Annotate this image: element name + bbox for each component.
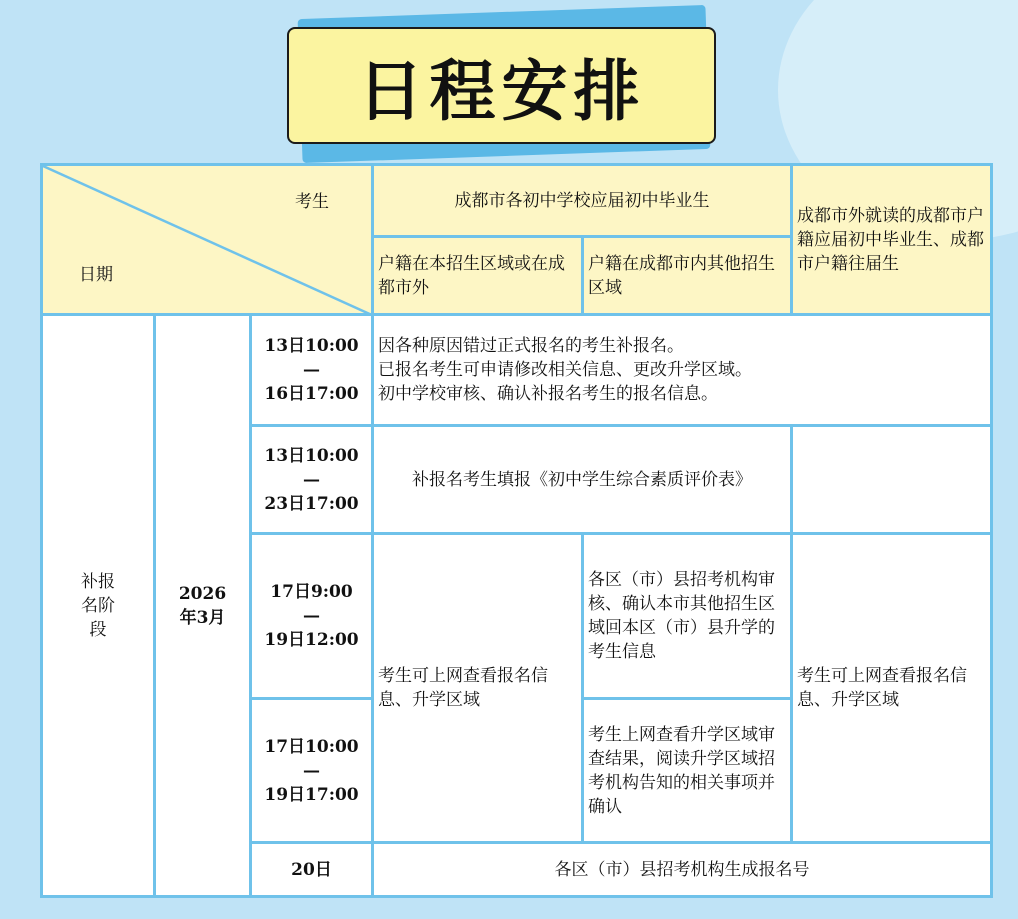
header-date-label: 日期 <box>79 265 113 285</box>
time-end: 16日17:00 <box>264 384 359 404</box>
time-cell <box>251 426 373 534</box>
time-start: 13日10:00 <box>264 445 359 466</box>
time-dash: — <box>303 760 321 781</box>
row-2-description: 补报名考生填报《初中学生综合素质评价表》 <box>373 426 792 534</box>
time-cell <box>251 534 373 699</box>
time-dash: — <box>303 469 321 490</box>
description-line: 因各种原因错过正式报名的考生补报名。 <box>378 336 685 356</box>
time-end: 23日17:00 <box>264 493 359 514</box>
row-2-outside-empty <box>792 426 992 534</box>
diagonal-divider <box>43 166 374 316</box>
header-sub-column-local: 户籍在本招生区域或在成都市外 <box>373 237 583 315</box>
row-3-other-description: 各区（市）县招考机构审核、确认本市其他招生区域回本区（市）县升学的考生信息 <box>583 534 792 699</box>
header-outside-column: 成都市外就读的成都市户籍应届初中毕业生、成都市户籍往届生 <box>792 165 992 315</box>
title-banner <box>287 27 716 144</box>
stage-cell: 补报名阶段 <box>42 315 155 897</box>
row-3-local-description: 考生可上网查看报名信息、升学区域 <box>373 534 583 843</box>
time-cell <box>251 315 373 426</box>
description-line: 初中学校审核、确认补报名考生的报名信息。 <box>378 384 719 404</box>
page-title: 日程安排 <box>357 53 646 130</box>
time-start: 17日9:00 <box>270 582 353 602</box>
month-cell: 2026年3月 <box>155 315 251 897</box>
row-5-description: 各区（市）县招考机构生成报名号 <box>373 843 992 897</box>
time-cell <box>251 699 373 843</box>
row-4-other-description: 考生上网查看升学区域审查结果，阅读升学区域招考机构告知的相关事项并确认 <box>583 699 792 843</box>
time-start: 13日10:00 <box>264 336 359 356</box>
header-sub-column-other: 户籍在成都市内其他招生区域 <box>583 237 792 315</box>
time-cell: 20日 <box>251 843 373 897</box>
description-line: 已报名考生可申请修改相关信息、更改升学区域。 <box>378 360 753 380</box>
header-corner-cell <box>42 165 373 315</box>
header-candidate-label: 考生 <box>295 192 330 212</box>
schedule-table <box>40 163 993 898</box>
time-dash: — <box>303 360 321 380</box>
header-main-column: 成都市各初中学校应届初中毕业生 <box>373 165 792 237</box>
time-end: 19日17:00 <box>264 784 359 805</box>
time-end: 19日12:00 <box>264 630 359 650</box>
row-3-outside-description: 考生可上网查看报名信息、升学区域 <box>792 534 992 843</box>
time-start: 17日10:00 <box>264 736 359 757</box>
time-dash: — <box>303 606 321 626</box>
row-1-description <box>373 315 992 426</box>
